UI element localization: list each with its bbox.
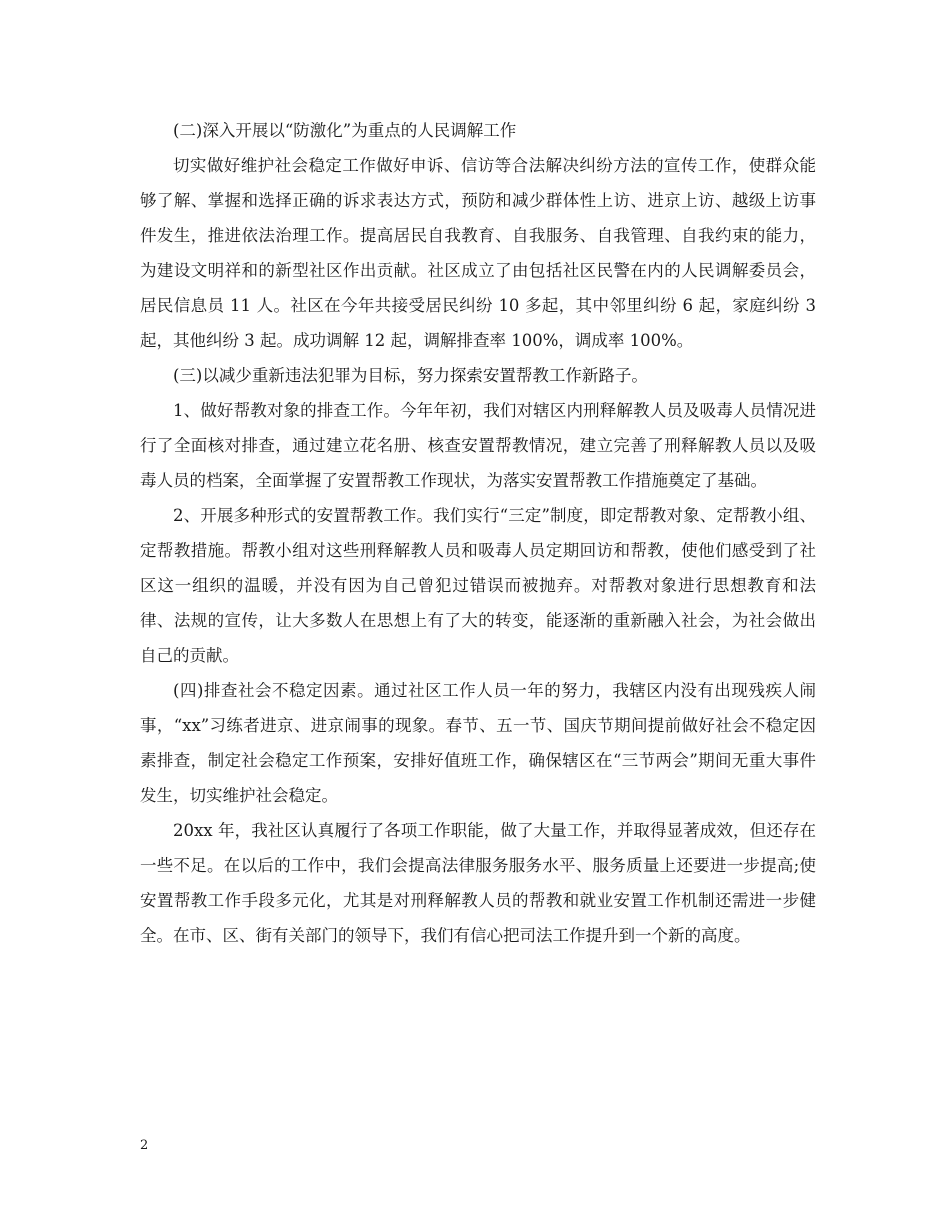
paragraph-screening: 1、做好帮教对象的排查工作。今年年初，我们对辖区内刑释解教人员及吸毒人员情况进行了全面核对排查，通过建立花名册、核查安置帮教情况，建立完善了刑释解教人员以及吸毒人员的档案，全面掌握了安置帮教工作现状，为落实安置帮教工作措施奠定了基础。 — [140, 401, 816, 490]
paragraph-mediation-details: 切实做好维护社会稳定工作做好申诉、信访等合法解决纠纷方法的宣传工作，使群众能够了解、掌握和选择正确的诉求表达方式，预防和减少群体性上访、进京上访、越级上访事件发生，推进依法治理工作。提高居民自我教育、自我服务、自我管理、自我约束的能力，为建设文明祥和的新型社区作出贡献。社区成立了由包括社区民警在内的人民调解委员会，居民信息员 11 人。社区在今年共接受居民纠纷 10 多起，其中邻里纠纷 6 起，家庭纠纷 3 起，其他纠纷 3 起。成功调解 12 起，调解排查率 100%，调成率 100%。 — [140, 156, 816, 350]
paragraph-assistance: 2、开展多种形式的安置帮教工作。我们实行“三定”制度，即定帮教对象、定帮教小组、定帮教措施。帮教小组对这些刑释解教人员和吸毒人员定期回访和帮教，使他们感受到了社区这一组织的温暖，并没有因为自己曾犯过错误而被抛弃。对帮教对象进行思想教育和法律、法规的宣传，让大多数人在思想上有了大的转变，能逐渐的重新融入社会，为社会做出自己的贡献。 — [140, 506, 816, 665]
page-number: 2 — [140, 1138, 149, 1153]
heading-mediation: (二)深入开展以“防激化”为重点的人民调解工作 — [173, 121, 517, 140]
paragraph-summary: 20xx 年，我社区认真履行了各项工作职能，做了大量工作，并取得显著成效，但还存在一些不足。在以后的工作中，我们会提高法律服务服务水平、服务质量上还要进一步提高;使安置帮教工作手段多元化，尤其是对刑释解教人员的帮教和就业安置工作机制还需进一步健全。在市、区、街有关部门的领导下，我们有信心把司法工作提升到一个新的高度。 — [140, 821, 816, 945]
document-body — [140, 113, 816, 953]
paragraph-instability-factors: (四)排查社会不稳定因素。通过社区工作人员一年的努力，我辖区内没有出现残疾人闹事，“xx”习练者进京、进京闹事的现象。春节、五一节、国庆节期间提前做好社会不稳定因素排查，制定社会稳定工作预案，安排好值班工作，确保辖区在“三节两会”期间无重大事件发生，切实维护社会稳定。 — [140, 681, 816, 805]
heading-resettlement: (三)以减少重新违法犯罪为目标，努力探索安置帮教工作新路子。 — [173, 366, 648, 385]
